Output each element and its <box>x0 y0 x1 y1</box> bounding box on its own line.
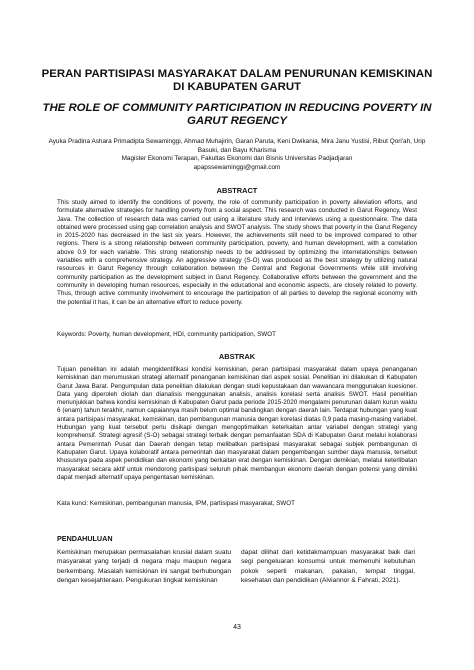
abstract-heading: ABSTRACT <box>216 186 258 195</box>
page-number: 43 <box>233 624 241 631</box>
paper-title-indonesian: PERAN PARTISIPASI MASYARAKAT DALAM PENURUNAN KEMISKINAN DI KABUPATEN GARUT <box>41 68 433 93</box>
keywords-english: Keywords: Poverty, human development, HDI, community participation, SWOT <box>57 331 276 338</box>
intro-column-right: dapat dilihat dari ketidakmampuan masyarakat baik dari segi pengeluaran konsumsi untuk memenuhi kebutuhan pokok seperti makanan, pakaian, tempat tinggal, kesehatan dan pendidikan (Alviannor & Fahrati, 2021). <box>241 549 415 584</box>
paper-title-english: THE ROLE OF COMMUNITY PARTICIPATION IN REDUCING POVERTY IN GARUT REGENCY <box>42 102 432 127</box>
abstrak-heading: ABSTRAK <box>218 352 256 361</box>
author-block <box>40 138 434 172</box>
abstract-text: This study aimed to identify the conditions of poverty, the role of community participation in poverty alleviation efforts, and formulate alternative strategies for handling poverty from a social aspect. This research was conducted in Garut Regency, West Java. The collection of research data was carried out using a literature study and interviews using a questionnaire. The data obtained were processed using gap correlation analysis and SWOT analysis. The study shows that poverty in the Garut Regency in 2015-2020 has decreased in the last six years. However, the achievements still need to be improved compared to other regions. There is a strong relationship between community participation, poverty, and human development, with a correlation above 0.9 for each variable. This strong relationship needs to be addressed by optimizing the interrelationships between variables with a comprehensive strategy. An aggressive strategy (S-O) was produced as the best strategy by utilizing natural resources in Garut Regency through collaboration between the Central and Regional Governments while still involving community participation as the development subject in Garut Regency. Collaborative efforts between the government and the community in developing human resources, especially in the educational and economic aspects, are closely related to poverty. Thus, through active community involvement to encourage the participation of all parties to develop the regional economy with the potential it has, it can be an alternative effort to reduce poverty. <box>57 199 417 306</box>
affiliation: Magister Ekonomi Terapan, Fakultas Ekonomi dan Bisnis Universitas Padjadjaran <box>121 155 353 163</box>
intro-column-left: Kemiskinan merupakan permasalahan krusial dalam suatu masyarakat yang terjadi di negara maju maupun negara berkembang. Masalah kemiskinan ini sangat berhubungan dengan kesejahteraan. Pengukuran tingkat kemiskinan <box>57 549 231 584</box>
section-heading-introduction: PENDAHULUAN <box>57 534 113 543</box>
author-list: Ayuka Pradina Ashara Primadipta Sewaminggi, Ahmad Muhajirin, Garan Paruta, Keni Dwikania, Mira Janu Yustisi, Ribut Qori'ah, Urip Basuki, dan Bayu Kharisma <box>48 138 426 154</box>
author-email: apapssewaminggi@gmail.com <box>193 163 281 171</box>
abstrak-text: Tujuan penelitian ini adalah mengidentifikasi kondisi kemiskinan, peran partisipasi masyarakat dalam upaya penanganan kemiskinan dan merumuskan strategi alternatif penanganan kemiskinan dari aspek sosial. Penelitian ini dilakukan di Kabupaten Garut Jawa Barat. Pengumpulan data penelitian dilakukan dengan studi kepustakaan dan wawancara menggunakan kuesioner. Data yang diperoleh diolah dan dianalisis menggunakan analisis, analisis korelasi serta analisis SWOT. Hasil penelitian menunjukkan bahwa kondisi kemiskinan di Kabupaten Garut pada periode 2015-2020 mengalami penurunan dalam kurun waktu 6 (enam) tahun terakhir, namun capaiannya masih belum optimal bandingkan dengan daerah lain. Terdapat hubungan yang kuat antara partisipasi masyarakat, kemiskinan, dan pembangunan manusia dengan korelasi diatas 0,9 pada masing-masing variabel. Hubungan yang kuat tersebut perlu disikapi dengan mengoptimalkan keterkaitan antar variabel dengan strategi yang komprehensif. Strategi agresif (S-O) sebagai strategi terbaik dengan pemanfaatan SDA di Kabupaten Garut melalui kolaborasi antara Pemerintah Pusat dan Daerah dengan tetap melibatkan partisipasi masyarakat sebagai subjek pembangunan di Kabupaten Garut. Upaya kolaboratif antara pemerintah dan masyarakat dalam pengembangan sumber daya manusia, tersebut khususnya pada aspek pendidikan dan ekonomi yang berkaitan erat dengan kemiskinan. Dengan demikian, melalui keterlibatan masyarakat secara aktif untuk mendorong partisipasi seluruh pihak membangun ekonomi daerah dengan potensi yang dimiliki dapat menjadi alternatif upaya pengentasan kemiskinan. <box>57 366 417 481</box>
keywords-indonesian: Kata kunci: Kemiskinan, pembangunan manusia, IPM, partisipasi masyarakat, SWOT <box>57 500 295 507</box>
